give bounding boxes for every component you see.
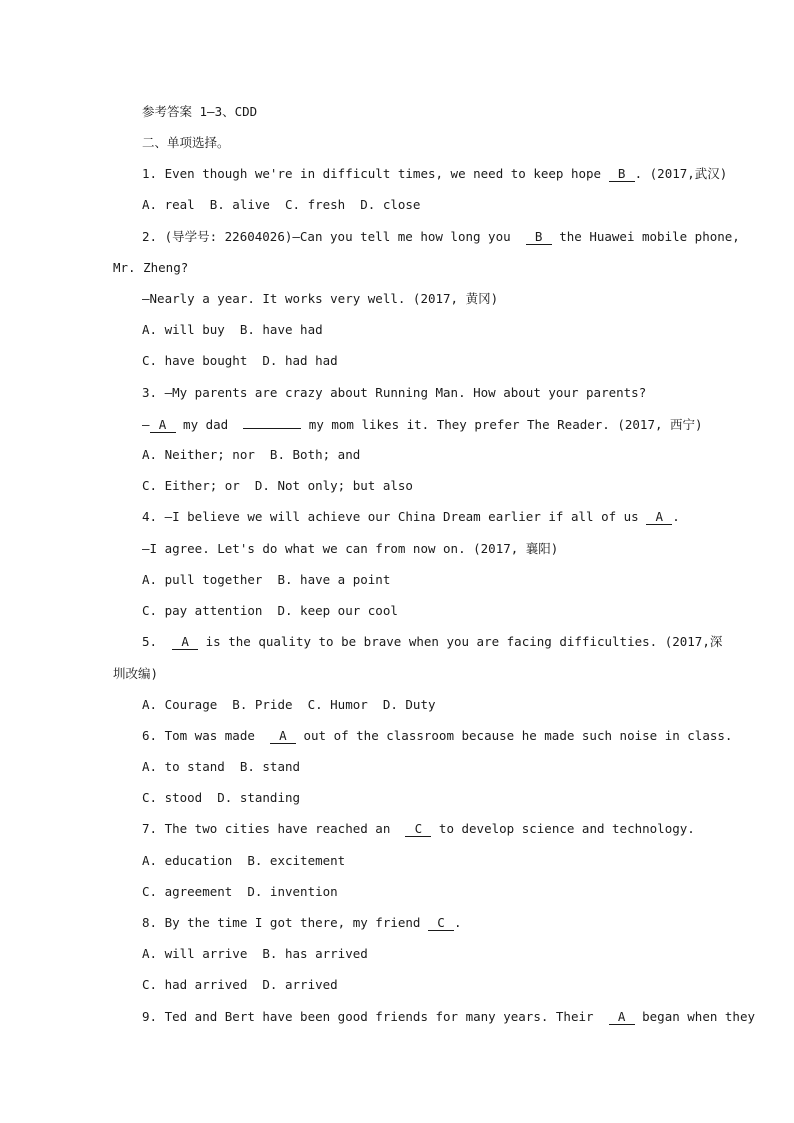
question-4-options-c-d: C. pay attention D. keep our cool	[142, 603, 398, 618]
answer-blank: B	[526, 230, 552, 245]
answer-blank: C	[428, 916, 454, 931]
answer-key-header: 参考答案 1—3、CDD	[142, 104, 258, 119]
section-title: 二、单项选择。	[142, 135, 230, 150]
question-3-options-c-d: C. Either; or D. Not only; but also	[142, 478, 413, 493]
question-9: 9. Ted and Bert have been good friends for many years. Their A began when they	[142, 1009, 756, 1024]
answer-blank: A	[609, 1010, 635, 1025]
answer-blank: C	[405, 822, 431, 837]
question-3-reply: — A my dad my mom likes it. They prefer The Reader. (2017, 西宁)	[142, 417, 703, 432]
question-2-reply: —Nearly a year. It works very well. (2017, 黄冈)	[142, 291, 499, 306]
question-6-options-c-d: C. stood D. standing	[142, 790, 301, 805]
question-7-options-a-b: A. education B. excitement	[142, 853, 346, 868]
question-1-options: A. real B. alive C. fresh D. close	[142, 197, 421, 212]
answer-blank: B	[609, 167, 635, 182]
question-6: 6. Tom was made A out of the classroom because he made such noise in class.	[142, 728, 733, 743]
question-4: 4. —I believe we will achieve our China Dream earlier if all of us A .	[142, 509, 680, 524]
question-2: 2. (导学号: 22604026)—Can you tell me how long you B the Huawei mobile phone,	[142, 229, 740, 244]
question-5: 5. A is the quality to be brave when you are facing difficulties. (2017,深	[142, 634, 723, 649]
question-7-options-c-d: C. agreement D. invention	[142, 884, 338, 899]
question-8-options-a-b: A. will arrive B. has arrived	[142, 946, 368, 961]
question-2-options-c-d: C. have bought D. had had	[142, 353, 338, 368]
question-3-options-a-b: A. Neither; nor B. Both; and	[142, 447, 361, 462]
question-5-options: A. Courage B. Pride C. Humor D. Duty	[142, 697, 436, 712]
answer-blank: A	[270, 729, 296, 744]
question-2-continued: Mr. Zheng?	[113, 260, 189, 275]
question-8-options-c-d: C. had arrived D. arrived	[142, 977, 338, 992]
question-5-continued: 圳改编)	[113, 666, 159, 681]
answer-blank: A	[172, 635, 198, 650]
question-2-options-a-b: A. will buy B. have had	[142, 322, 323, 337]
question-8: 8. By the time I got there, my friend C .	[142, 915, 462, 930]
question-4-reply: —I agree. Let's do what we can from now on. (2017, 襄阳)	[142, 541, 559, 556]
answer-blank: A	[150, 418, 176, 433]
question-1: 1. Even though we're in difficult times, we need to keep hope B . (2017,武汉)	[142, 166, 728, 181]
question-6-options-a-b: A. to stand B. stand	[142, 759, 301, 774]
question-3: 3. —My parents are crazy about Running Man. How about your parents?	[142, 385, 647, 400]
question-4-options-a-b: A. pull together B. have a point	[142, 572, 391, 587]
answer-blank: A	[646, 510, 672, 525]
empty-blank	[243, 416, 301, 429]
question-7: 7. The two cities have reached an C to develop science and technology.	[142, 821, 695, 836]
